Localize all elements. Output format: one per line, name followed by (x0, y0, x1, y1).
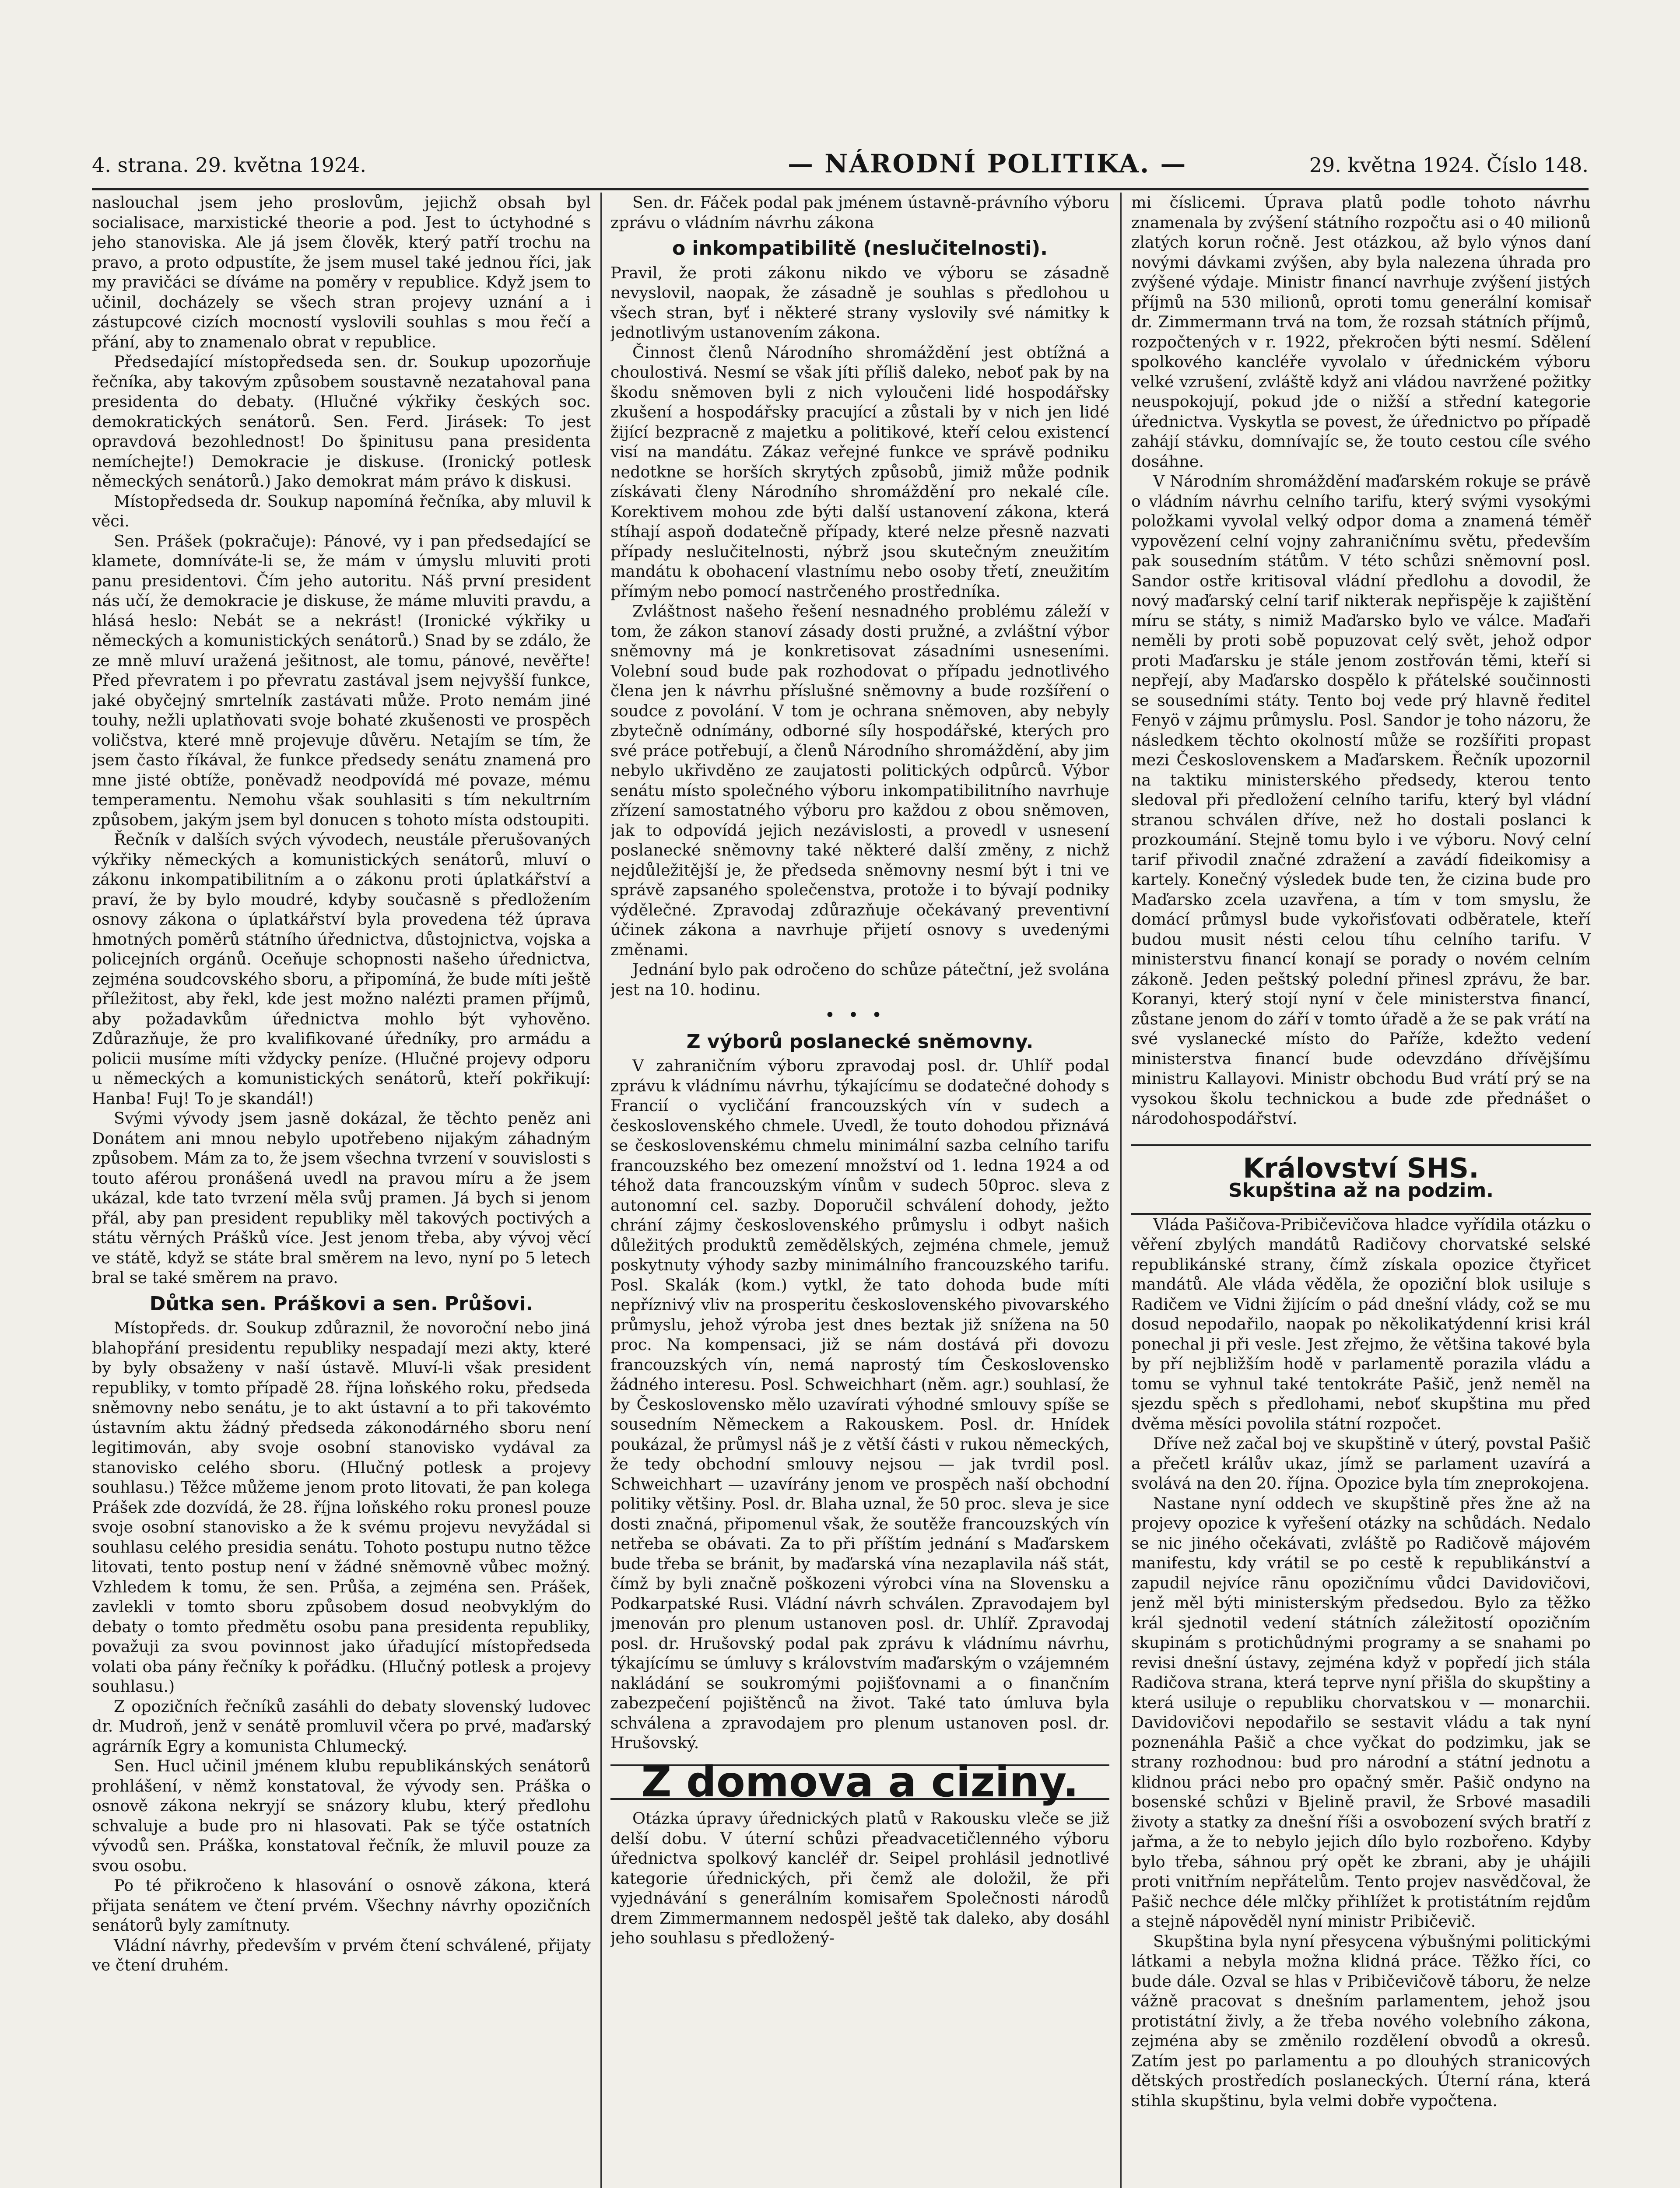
header-date-left: 4. strana. 29. května 1924. (92, 153, 367, 177)
paragraph: Sen. Hucl učinil jménem klubu republikánských senátorů prohlášení, v němž konstatoval, že vývody sen. Práška o osnově zákona nekryjí se snázory klubu, který předlohu schvaluje a bude pro ni hlasovati. Pak se týče ostatních vývodů sen. Práška, konstatoval řečník, že mluvil pouze za svou osobu. (92, 1757, 591, 1875)
paragraph: Z opozičních řečníků zasáhli do debaty slovenský ludovec dr. Mudroň, jenž v senátě promluvil včera po prvé, maďarský agrárník Egry a komunista Chlumecký. (92, 1697, 591, 1756)
paragraph: V zahraničním výboru zpravodaj posl. dr. Uhlíř podal zprávu k vládnímu návrhu, týkajícímu se dodatečné dohody s Francií o vycličání francouzských vín v sudech a československého chmele. Uvedl, že touto dohodou přiznává se československému chmelu minimální sazba celního tarifu francouzského bez omezení množství od 1. ledna 1924 a od téhož data francouzským vínům v sudech 50proc. sleva z autonomní cel. sazby. Doporučil schválení dohody, ježto chrání zájmy československého průmyslu i odbyt našich důležitých produktů zemědělských, zejména chmele, jemuž poskytnuty výhody sazby minimálního francouzského tarifu. Posl. Skalák (kom.) vytkl, že tato dohoda bude míti nepříznivý vliv na prosperitu československého pivovarského průmyslu, jehož výroba jest dnes beztak již snížena na 50 proc. Na kompensaci, již se nám dostává při dovozu francouzských vín, nemá naprostý tím Československo žádného interesu. Posl. Schweichhart (něm. agr.) souhlasí, že by Československo mělo uzavírati výhodné smlouvy spíše se sousedním Německem a Rakouskem. Posl. dr. Hnídek poukázal, že průmysl náš je z větší části v rukou německých, že tedy obchodní smlouvy nejsou — jak tvrdil posl. Schweichhart — uzavírány jenom ve prospěch naší obchodní politiky většiny. Posl. dr. Blaha uznal, že 50 proc. sleva je sice dosti značná, připomenul však, že soutěže francouzských vín netřeba se obávati. Za to při příštím jednání s Maďarskem bude třeba se bránit, by maďarská vína nezaplavila náš stát, čímž by byli značně poškozeni výrobci vína na Slovensku a Podkarpatské Rusi. Vládní návrh schválen. Zpravodajem byl jmenován pro plenum ustanoven posl. dr. Uhlíř. Zpravodaj posl. dr. Hrušovský podal pak zprávu k vládnímu návrhu, týkajícímu se úmluvy s královstvím maďarským o vzájemném nakládání se soukromými pojišťovnami a o finančním zabezpečení pojištěnců na život. Také tato úmluva byla schválena a zpravodajem pro plenum ustanoven posl. dr. Hrušovský. (610, 1056, 1109, 1752)
masthead-title: — NÁRODNÍ POLITIKA. — (788, 149, 1187, 179)
paragraph: Skupština byla nyní přesycena výbušnými politickými látkami a nebyla možna klidná práce. Těžko říci, co bude dále. Ozval se hlas v Pribičevičově táboru, že nelze vážně pracovat s dnešním parlamentem, jehož jsou protistátní živly, a že třeba nového volebního zákona, zejména aby se změnilo rozdělení obvodů a okresů. Zatím jest po parlamentu a po dlouhých stranicových dětských prostředích poslaneckých. Úterní rána, která stihla skupštinu, byla velmi dobře vypočtena. (1131, 1932, 1591, 2110)
paragraph: mi číslicemi. Úprava platů podle tohoto návrhu znamenala by zvýšení státního rozpočtu asi o 40 milionů zlatých korun ročně. Jest otázkou, až bylo výnos daní novými dávkami zvýšen, aby byla nalezena úhrada pro zvýšené výdaje. Ministr financí navrhuje zvýšení jistých příjmů na 530 milionů, oproti tomu generální komisař dr. Zimmermann trvá na tom, že rozsah státních příjmů, rozpočtených v r. 1922, překročen býti nesmí. Sdělení spolkového kancléře vyvolalo v úřednickém výboru velké vzrušení, zvláště když ani vládou navržené požitky neuspokojují, pokud jde o nižší a střední kategorie úřednictva. Vyskytla se povest, že úřednictvo po případě zahájí stávku, domnívajíc se, že touto cestou cíle svého dosáhne. (1131, 193, 1591, 471)
article-box (1131, 1144, 1591, 1215)
paragraph: Činnost členů Národního shromáždění jest obtížná a choulostivá. Nesmí se však jíti příliš daleko, neboť pak by na škodu sněmoven byli z nich vyloučeni lidé hospodářsky zkušení a hospodářsky pracující a zůstali by v nich jen lidé žijící bezpracně z majetku a politikové, kteří celou existencí visí na mandátu. Zákaz veřejné funkce ve správě podniku nedotkne se horších skrytých způsobů, jimiž může podnik získávati členy Národního shromáždění pro nekalé cíle. Korektivem mohou zde býti další ustanovení zákona, která stíhají aspoň dodatečně případy, které nelze přesně nazvati případy neslučitelnosti, nýbrž jsou skutečným zneužitím mandátu k obohacení vlastnímu nebo osoby třetí, zneužitím přímým nebo pomocí nastrčeného prostředníka. (610, 343, 1109, 601)
article-title: Království SHS. (1243, 1152, 1479, 1184)
paragraph: V Národním shromáždění maďarském rokuje se právě o vládním návrhu celního tarifu, který svými vysokými položkami vyvolal velký odpor doma a znamená téměř vypovězení celní vojny zahraničnímu světu, především pak sousedním státům. V této schůzi sněmovní posl. Sandor ostře kritisoval vládní předlohu a dovodil, že nový maďarský celní tarif nikterak nepřispěje k zajištění míru se státy, s nimiž Maďarsko bylo ve válce. Maďaři neměli by proti sobě popuzovat celý svět, jehož odpor proti Maďarsku je stále jenom zostřován těmi, kteří si nepřejí, aby Maďarsko dospělo k přátelské součinnosti se sousedními státy. Tento boj vede prý hlavně ředitel Fenyö v zájmu průmyslu. Posl. Sandor je toho názoru, že následkem těchto okolností může se rozšířiti propast mezi Československem a Maďarskem. Řečník upozornil na taktiku ministerského předsedy, kterou tento sledoval při předložení celního tarifu, který byl vládní stranou schválen dříve, než ho dostali poslanci k prozkoumání. Stejně tomu bylo i ve výboru. Nový celní tarif přivodil značné zdražení a zavádí fideikomisy a kartely. Konečný výsledek bude ten, že cizina bude pro Maďarsko zcela uzavřena, a tím v tom smyslu, že domácí průmysl bude vykořisťovati odběratele, kteří budou musit nésti celou tíhu celního tarifu. V ministerstvu financí konají se porady o novém celním zákoně. Jeden peštský polední přinesl zprávu, že bar. Koranyi, který stojí nyní v čele ministerstva financí, zůstane jenom do září v tomto úřadě a že se pak vrátí na své vyslanecké místo do Paříže, kdežto vedení ministerstva financí bude odevzdáno dřívějšímu ministru Kallayovi. Ministr obchodu Bud vrátí prý se na vysokou školu technickou a bude zde přednášet o národohospodářství. (1131, 472, 1591, 1128)
section-heading: Důtka sen. Práškovi a sen. Průšovi. (149, 1292, 533, 1315)
page-header (92, 140, 1589, 190)
column-1 (92, 193, 591, 2188)
column-2 (610, 193, 1109, 2188)
paragraph: Předsedající místopředseda sen. dr. Soukup upozorňuje řečníka, aby takovým způsobem soustavně nezatahoval pana presidenta do debaty. (Hlučné výkřiky českých soc. demokratických senátorů. Sen. Ferd. Jirásek: To jest opravdová bezohlednost! Do špinitusu pana presidenta nemíchejte!) Demokracie je diskuse. (Ironický potlesk německých senátorů.) Jako demokrat mám právo k diskusi. (92, 352, 591, 491)
paragraph: Sen. Prášek (pokračuje): Pánové, vy i pan předsedající se klamete, domníváte-li se, že mám v úmyslu mluviti proti panu presidentovi. Čím jeho autoritu. Náš první president nás učí, že demokracie je diskuse, že máme mluviti pravdu, a hlásá heslo: Nebát se a nekrást! (Ironické výkřiky u německých a komunistických senátorů.) Snad by se zdálo, že ze mně mluví uražená ješitnost, ale tomu, pánové, nevěřte! Před převratem i po převratu zastával jsem nejvyšší funkce, jaké obyčejný smrtelník zastávati může. Proto nemám jiné touhy, nežli uplatňovati svoje bohaté zkušenosti ve prospěch voličstva, které mně projevuje důvěru. Netajím se tím, že jsem často říkával, že funkce předsedy senátu znamená pro mne jisté obtíže, poněvadž neodpovídá mé povaze, mému temperamentu. Nemohu však souhlasiti s tím nekultrním způsobem, jakým jsem byl donucen s tohoto místa odstoupiti. (92, 531, 591, 829)
paragraph: naslouchal jsem jeho proslovům, jejichž obsah byl socialisace, marxistické theorie a pod. Jest to úctyhodné s jeho stanoviska. Ale já jsem člověk, který patří trochu na pravo, a proto odpustíte, že jsem musel také jednou říci, jak my pravičáci se díváme na poměry v republice. Když jsem to učinil, docházely se všech stran projevy uznání a i zástupcové cizích mocností vyslovili souhlas s mou řečí a přání, aby to znamenalo obrat v republice. (92, 193, 591, 351)
paragraph: Svými vývody jsem jasně dokázal, že těchto peněz ani Donátem ani mnou nebylo upotřebeno nijakým záhadným způsobem. Mám za to, že jsem všechna tvrzení v souvislosti s touto aférou pronášená uvedl na pravou míru a že jsem ukázal, kde tato tvrzení měla svůj pramen. Já bych si jenom přál, aby pan president republiky měl takových poctivých a státu věrných Prášků více. Jest jenom třeba, aby vývoj věcí ve státě, když se státe bral směrem na levo, nyní po 5 letech bral se také směrem na pravo. (92, 1109, 591, 1287)
paragraph: Místopředs. dr. Soukup zdůraznil, že novoroční nebo jiná blahopřání presidentu republiky nespadají mezi akty, které by byly obsaženy v naší ústavě. Mluví-li však president republiky, v tomto případě 28. října loňského roku, předseda sněmovny nebo senátu, je to akt ústavní a to při takovémto ústavním aktu žádný předseda zákonodárného sboru není legitimován, aby svoje osobní stanovisko vydával za stanovisko celého sboru. (Hlučný potlesk a projevy souhlasu.) Těžce můžeme jenom proto litovati, že pan kolega Prášek zde dozvídá, že 28. října loňského roku pronesl pouze svoje osobní stanovisko a že k svému projevu nevyžádal si souhlasu celého presidia senátu. Tohoto postupu nutno těžce litovati, tento postup není v žádné sněmovně vůbec možný. Vzhledem k tomu, že sen. Průša, a zejména sen. Prášek, zavlekli v tomto sboru způsobem dosud neobvyklým do debaty o tomto předmětu osobu pana presidenta republiky, považuji za svou povinnost jako úřadující místopředseda volati oba pány řečníky k pořádku. (Hlučný potlesk a projevy souhlasu.) (92, 1318, 591, 1696)
section-separator: ••• (824, 1005, 895, 1025)
section-banner: Z domova a ciziny. (610, 1764, 1109, 1800)
paragraph: Po té přikročeno k hlasování o osnově zákona, která přijata senátem ve čtení prvém. Všechny návrhy opozičních senátorů byly zamítnuty. (92, 1876, 591, 1935)
paragraph: Zvláštnost našeho řešení nesnadného problému záleží v tom, že zákon stanoví zásady dosti pružné, a zvláštní výbor sněmovny má je konkretisovat zásadními usneseními. Volební soud bude pak rozhodovat o případu jednotlivého člena jen k návrhu příslušné sněmovny a bude rozšíření o soudce z povolání. V tom je ochrana sněmoven, aby nebyly zbytečně odnímány, odborné síly hospodářské, kterých pro své práce potřebují, a členů Národního shromáždění, aby jim nebylo ukřivděno ze zaujatosti politických odpůrců. Výbor senátu místo společného výboru inkompatibilitního navrhuje zřízení samostatného výboru pro každou z obou sněmoven, jak to odpovídá jejich nezávislosti, a provedl v usnesení poslanecké sněmovny také některé další změny, z nichž nejdůležitější je, že předseda sněmovny nesmí být i tni ve správě zapsaného společenstva, protože i to bývají podniky výdělečné. Zpravodaj zdůrazňuje očekávaný preventivní účinek zákona a navrhuje přijetí osnovy s uvedenými změnami. (610, 602, 1109, 959)
column-rule-2 (1120, 193, 1122, 2188)
article-subtitle: Skupština až na podzim. (1228, 1179, 1494, 1202)
paragraph: Vláda Pašičova-Pribičevičova hladce vyřídila otázku o věření zbylých mandátů Radičovy chorvatské selské republikánské strany, čímž získala opozice čtyřicet mandátů. Ale vláda věděla, že opoziční blok usiluje s Radičem ve Vidni žijícím o pád dnešní vlády, což se mu dosud nepodařilo, naopak po několikatýdenní krisi král ponechal ji při vesle. Jest zřejmo, že většina takové byla by pří nejbližším hodě v parlamentě porazila vládu a tomu se vyhnul také tentokráte Pašič, jenž neměl na sjezdu spěch s předlohami, neboť skupština mu před dvěma měsíci povolila státní rozpočet. (1131, 1215, 1591, 1433)
section-heading: o inkompatibilitě (neslučitelnosti). (672, 237, 1048, 259)
paragraph: Jednání bylo pak odročeno do schůze pátečtní, jež svolána jest na 10. hodinu. (610, 960, 1109, 999)
paragraph: Řečník v dalších svých vývodech, neustále přerušovaných výkřiky německých a komunistických senátorů, mluví o zákonu inkompatibilitním a o zákonu proti úplatkářství a praví, že by bylo moudré, kdyby současně s předložením osnovy zákona o úplatkářství byla provedena též úprava hmotných poměrů státního úřednictva, důstojnictva, vojska a policejních orgánů. Oceňuje schopnosti našeho úřednictva, zejména soudcovského sboru, a připomíná, že bude míti ještě příležitost, aby řekl, kde jest možno nalézti pramen příjmů, aby požadavkům úřednictva mohlo být vyhověno. Zdůrazňuje, že pro kvalifikované úředníky, pro armádu a policii musíme míti vždycky peníze. (Hlučné projevy odporu u německých a komunistických senátorů, kteří pokřikují: Hanba! Fuj! To je skandál!) (92, 830, 591, 1108)
column-rule-1 (600, 193, 602, 2188)
paragraph: Místopředseda dr. Soukup napomíná řečníka, aby mluvil k věci. (92, 491, 591, 530)
paragraph: Nastane nyní oddech ve skupštině přes žne až na projevy opozice k vyřešení otázky na schůdách. Nedalo se nic jiného očekávati, zvláště po Radičově májovém manifestu, kdy vrátil se po cestě k republikánství a zapudil nejvíce rānu opozičnímu vůdci Davidovičovi, jenž měl býti ministerským předsedou. Bylo za těžko král sjednotil vedení státních záležitostí opozičním skupinám s protichůdnými programy a se snahami po revisi dnešní ústavy, zejména když v popředí jich stála Radičova strana, která teprve nyní přišla do skupštiny a která usiluje o republiku chorvatskou v — monarchii. Davidovičovi nepodařilo se sestavit vládu a tak nyní poznenáhla Pašič a chce vyčkat do podzimku, jak se strany rozhodnou: bud pro národní a státní jednotu a klidnou práci nebo pro opačný směr. Pašič ondyno na bosenské schůzi v Bjelině pravil, že Srbové masadili životy a statky za dnešní říši a osvobození svých bratří z jařma, a že to nebylo jejich dílo bylo rozbořeno. Kdyby bylo třeba, sáhnou prý opět ke zbrani, aby je uhájili proti vnitřním nepřátelům. Tento projev nasvědčoval, že Pašič nechce déle mlčky přihlížet k protistátním rejdům a stejně nápověděl nyní ministr Pribičevič. (1131, 1494, 1591, 1931)
section-heading: Z výborů poslanecké sněmovny. (686, 1030, 1034, 1053)
paragraph: Dříve než začal boj ve skupštině v úterý, povstal Pašič a přečetl králův ukaz, jímž se parlament uzavírá a svolává na den 20. října. Opozice byla tím zneprokojena. (1131, 1434, 1591, 1493)
header-date-right: 29. května 1924. Číslo 148. (1309, 153, 1589, 177)
paragraph: Sen. dr. Fáček podal pak jménem ústavně-právního výboru zprávu o vládním návrhu zákona (610, 193, 1109, 232)
paragraph: Vládní návrhy, především v prvém čtení schválené, přijaty ve čtení druhém. (92, 1936, 591, 1974)
paragraph: Otázka úpravy úřednických platů v Rakousku vleče se již delší dobu. V úterní schůzi přeadvacetičlenného výboru úřednictva spolkový kancléř dr. Seipel prohlásil jednotlivé kategorie úřednických, při čemž ale doložil, že při vyjednávání s generálním komisařem Společnosti národů drem Zimmermannem nedospěl ještě tak daleko, aby dosáhl jeho souhlasu s předložený- (610, 1809, 1109, 1947)
column-3 (1131, 193, 1591, 2188)
paragraph: Pravil, že proti zákonu nikdo ve výboru se zásadně nevyslovil, naopak, že zásadně je souhlas s předlohou u všech stran, byť i některé strany vyslovily své námitky k jednotlivým ustanovením zákona. (610, 263, 1109, 342)
